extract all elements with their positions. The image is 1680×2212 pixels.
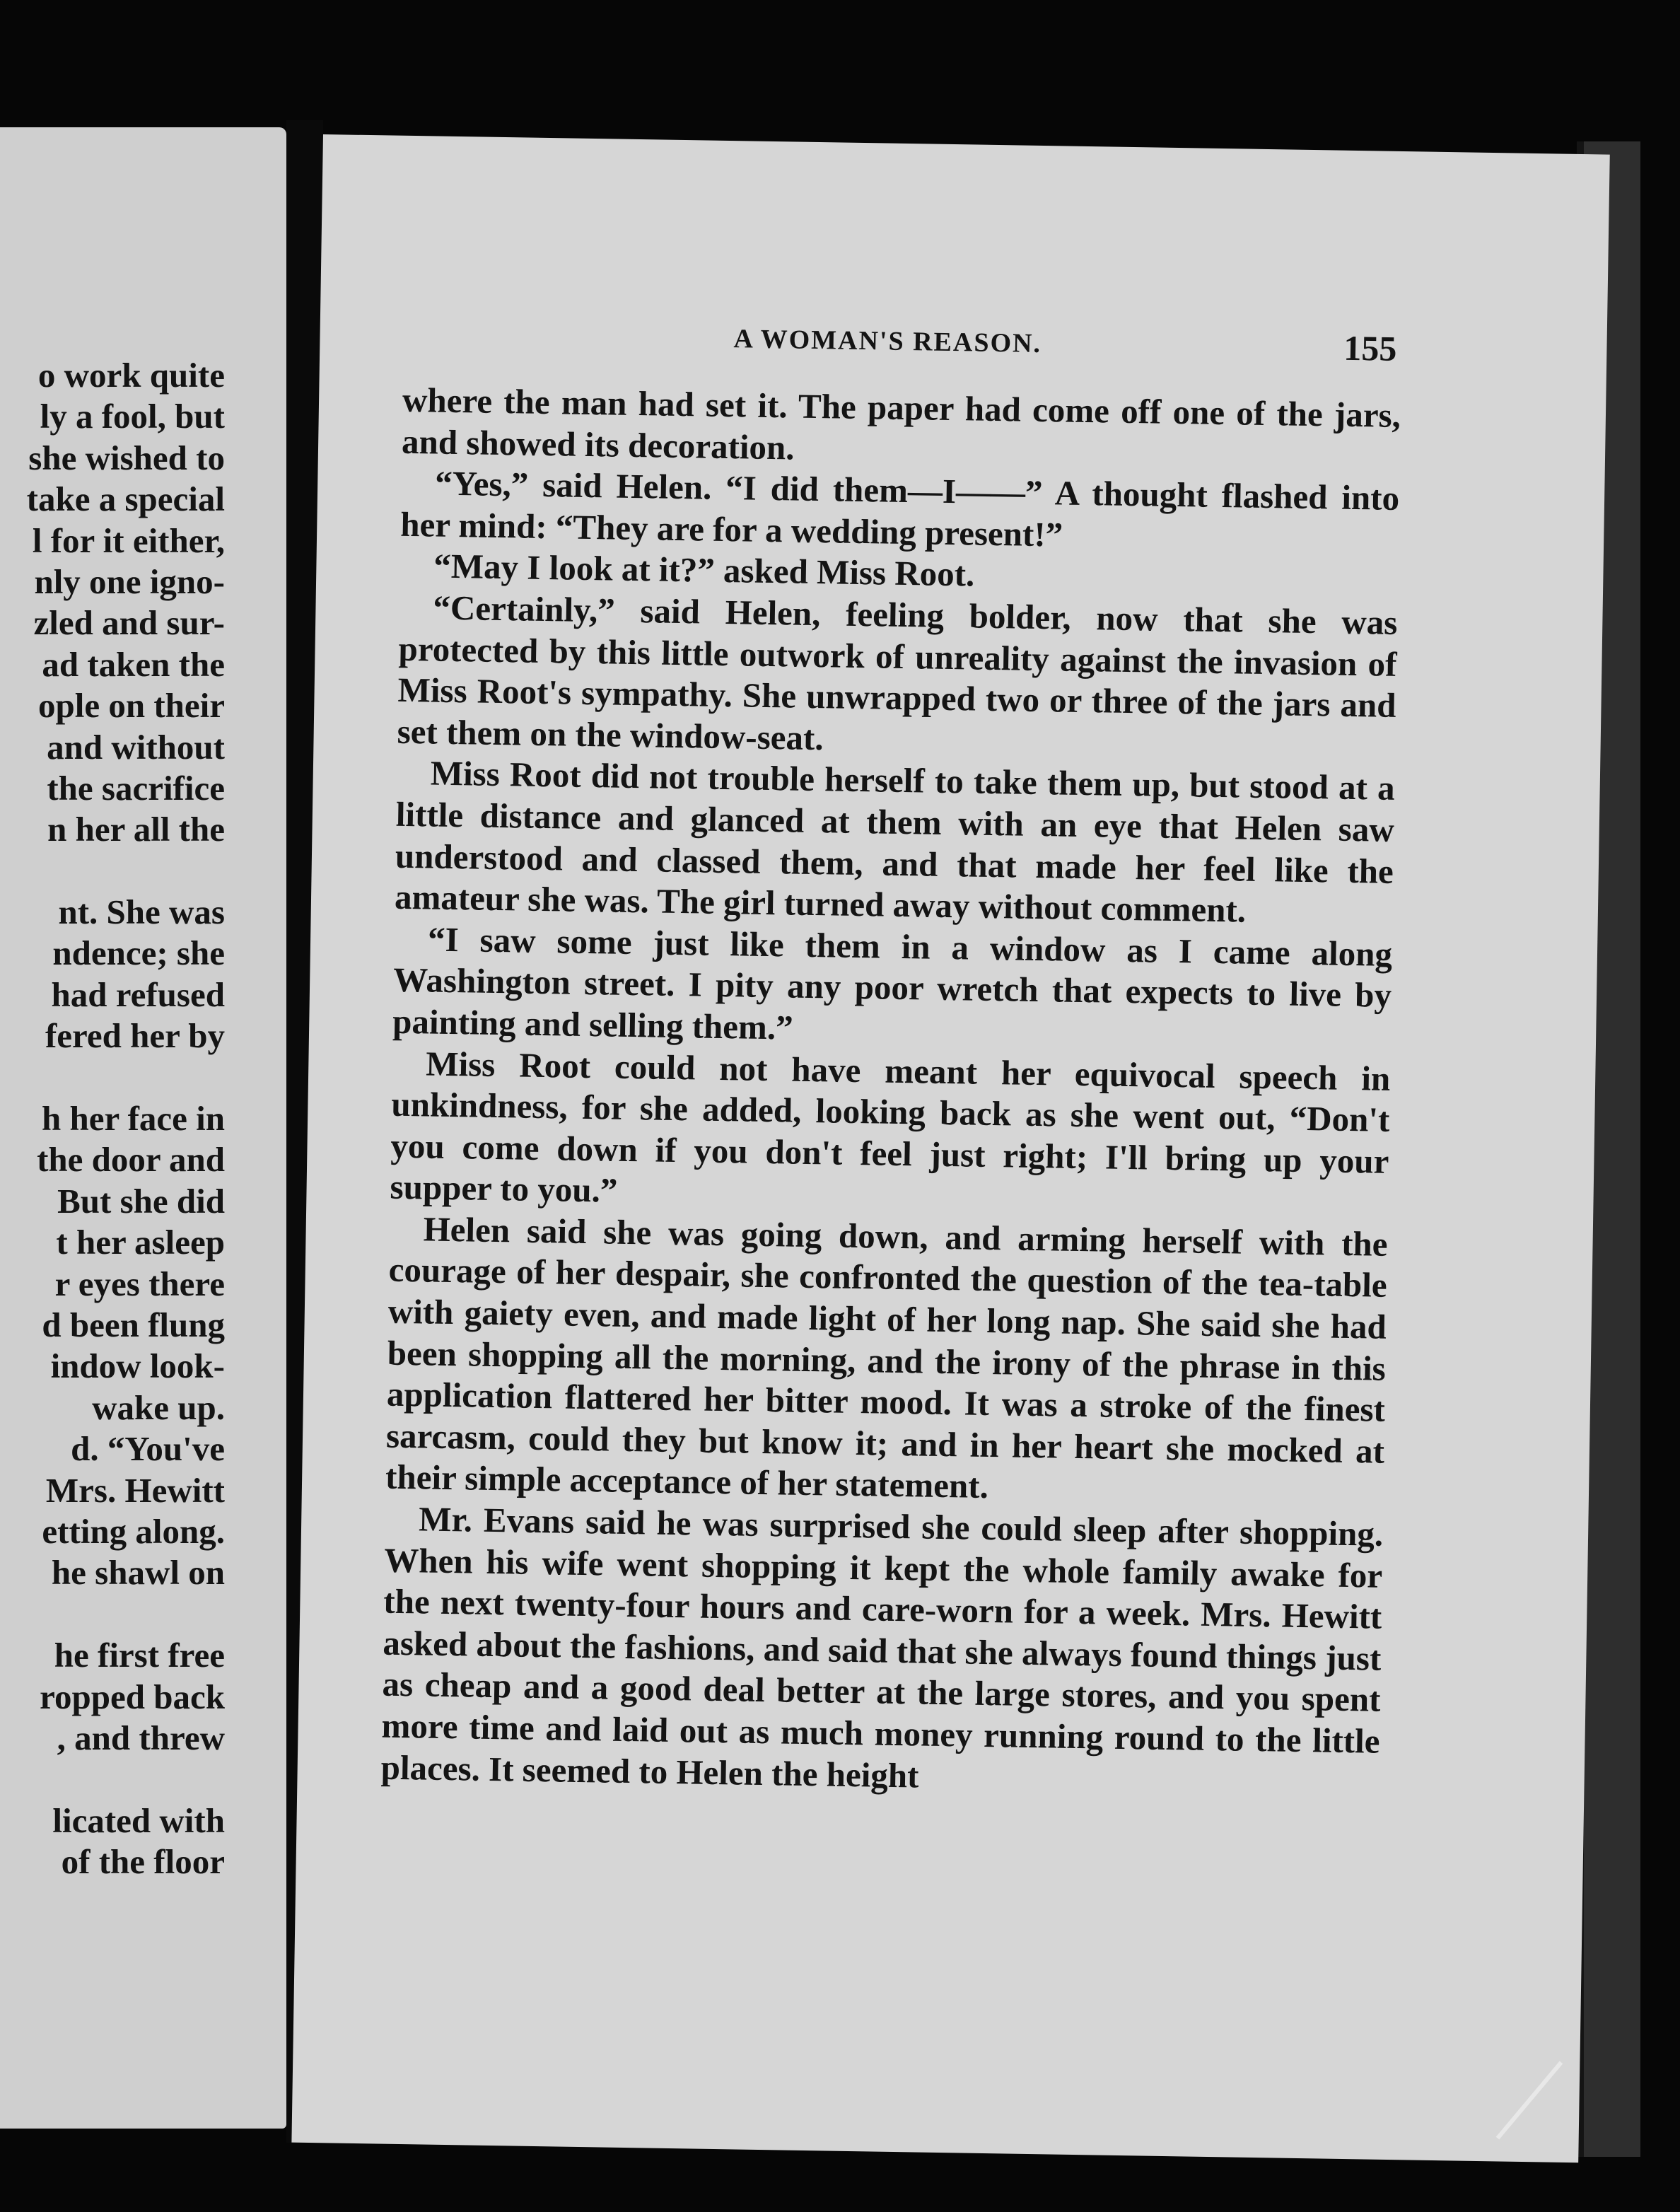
facing-page-line: etting along. (42, 1511, 225, 1551)
facing-page-line: the sacrifice (47, 768, 225, 808)
facing-page-line: he first free (54, 1636, 225, 1675)
running-title: A WOMAN'S REASON. (733, 324, 1042, 359)
facing-page-line: r eyes there (54, 1264, 225, 1303)
facing-page-line: ad taken the (42, 644, 225, 684)
facing-page-line: nt. She was (58, 892, 225, 932)
facing-page-line: ndence; she (52, 933, 225, 973)
facing-page-line: l for it either, (32, 520, 225, 560)
facing-page-line (0, 1759, 225, 1800)
facing-page-line (0, 1057, 225, 1098)
paragraph: Mr. Evans said he was surprised she could sleep after shopping. When his wife went shopping it kept the whole family awake for the next twenty-four hours and care-worn for a week. Mrs. Hewitt asked about the fashions, and said that she always found things just as cheap and a good deal better at the large stores, and you spent more time and laid out as much money running round to the little places. It seemed to Helen the height (380, 1499, 1384, 1795)
facing-page-line: wake up. (92, 1387, 225, 1427)
facing-page-line: had refused (51, 974, 225, 1014)
facing-page-line: Mrs. Hewitt (45, 1470, 225, 1510)
paragraph: “Certainly,” said Helen, feeling bolder, now that she was protected by this little outwork of unreality against the invasion of Miss Root's sympathy. She unwrapped two or three of the jars and set them on the window-seat. (397, 588, 1398, 757)
paragraph: Helen said she was going down, and arming herself with the courage of her despair, she confronted the question of the tea-table with gaiety even, and made light of her long nap. She said she had been shopping all the morning, and the irony of the phrase in this application flattered her bitter mood. It was a stroke of the finest sarcasm, could they but know it; and in her heart she mocked at their simple acceptance of her statement. (385, 1209, 1388, 1506)
paragraph: where the man had set it. The paper had come off one of the jars, and showed its decoration. (401, 380, 1401, 467)
facing-page-line: the door and (37, 1140, 225, 1180)
page-155 (291, 134, 1609, 2162)
facing-page-line (0, 1594, 225, 1635)
facing-page-line: and without (47, 727, 225, 767)
facing-page-left (0, 127, 286, 2129)
facing-page-line: d. “You've (71, 1429, 225, 1469)
facing-page-line: zled and sur- (33, 603, 225, 643)
paragraph: Miss Root did not trouble herself to take them up, but stood at a little distance and glanced at them with an eye that Helen saw understood and classed them, and that made her feel like the amateur she was. The girl turned away without comment. (394, 753, 1396, 930)
facing-page-line: h her face in (41, 1099, 225, 1139)
facing-page-line: nly one igno- (34, 561, 225, 601)
facing-page-line: licated with (52, 1800, 225, 1840)
facing-page-line: d been flung (42, 1305, 225, 1344)
facing-page-line: ly a fool, but (40, 397, 225, 436)
facing-page-line: o work quite (37, 356, 225, 395)
facing-page-line: ople on their (37, 686, 225, 726)
facing-page-line: fered her by (45, 1016, 225, 1056)
paragraph: “May I look at it?” asked Miss Root. (433, 546, 975, 594)
page-header (320, 317, 1607, 380)
facing-page-line: indow look- (50, 1346, 225, 1386)
facing-page-line: take a special (26, 479, 225, 519)
facing-page-line: he shawl on (51, 1553, 225, 1593)
facing-page-line (0, 851, 225, 892)
facing-page-line: she wished to (28, 438, 225, 477)
paragraph: “Yes,” said Helen. “I did them—I——” A thought flashed into her mind: “They are for a wedding present!” (399, 463, 1400, 554)
facing-page-line: n her all the (47, 810, 225, 849)
page-number: 155 (1343, 327, 1397, 368)
paragraph: Miss Root could not have meant her equivocal speech in unkindness, for she added, looking back as she went out, “Don't you come down if you don't feel just right; I'll bring up your supper to you.” (390, 1043, 1391, 1211)
facing-page-line: , and threw (57, 1718, 225, 1757)
facing-page-line: ropped back (40, 1677, 225, 1716)
facing-page-line: But she did (57, 1181, 225, 1221)
paragraph: “I saw some just like them in a window as I came along Washington street. I pity any poor wretch that expects to live by painting and selling them.” (392, 919, 1393, 1047)
body-text (380, 380, 1401, 1804)
facing-page-text (0, 355, 225, 1882)
facing-page-line: t her asleep (56, 1223, 225, 1262)
facing-page-line: of the floor (61, 1842, 225, 1882)
